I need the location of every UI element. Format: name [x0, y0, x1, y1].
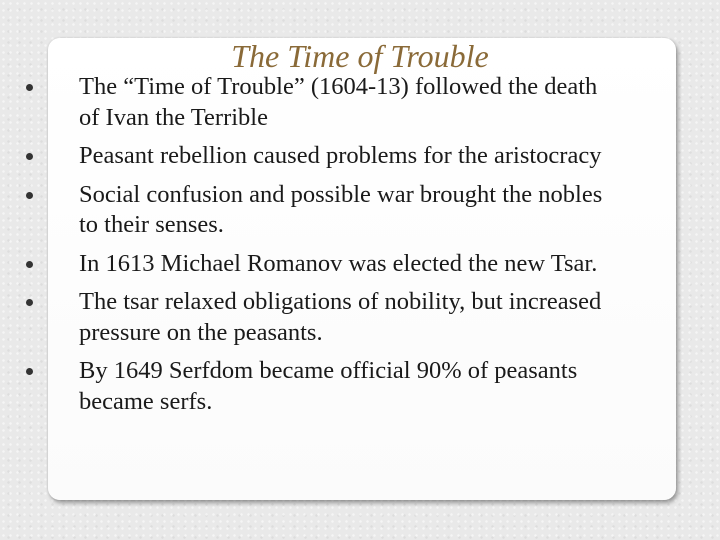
bullet-dot-icon: [26, 192, 33, 199]
bullet-line: The tsar relaxed obligations of nobility, but increased: [79, 288, 602, 315]
bullet-line: became serfs.: [79, 387, 213, 415]
bullet-line: In 1613 Michael Romanov was elected the new Tsar.: [79, 249, 598, 277]
bullet-line: of Ivan the Terrible: [79, 103, 268, 131]
slide-title: The Time of Trouble: [231, 38, 489, 74]
bullet-list: [26, 72, 686, 425]
bullet-item: [26, 72, 686, 133]
bullet-line: Peasant rebellion caused problems for the aristocracy: [79, 142, 602, 169]
bullet-dot-icon: [26, 299, 33, 306]
bullet-line: to their senses.: [79, 211, 224, 238]
bullet-line: Social confusion and possible war brought the nobles: [79, 180, 603, 208]
bullet-line: The “Time of Trouble” (1604-13) followed the death: [79, 73, 598, 100]
bullet-dot-icon: [26, 261, 33, 268]
bullet-item: [26, 180, 686, 241]
bullet-item: [26, 356, 686, 417]
bullet-dot-icon: [26, 84, 33, 91]
bullet-item: [26, 287, 686, 348]
bullet-item: [26, 141, 686, 172]
bullet-item: [26, 249, 686, 280]
bullet-dot-icon: [26, 153, 33, 160]
bullet-line: pressure on the peasants.: [79, 318, 323, 346]
bullet-dot-icon: [26, 368, 33, 375]
bullet-line: By 1649 Serfdom became official 90% of peasants: [79, 357, 578, 384]
